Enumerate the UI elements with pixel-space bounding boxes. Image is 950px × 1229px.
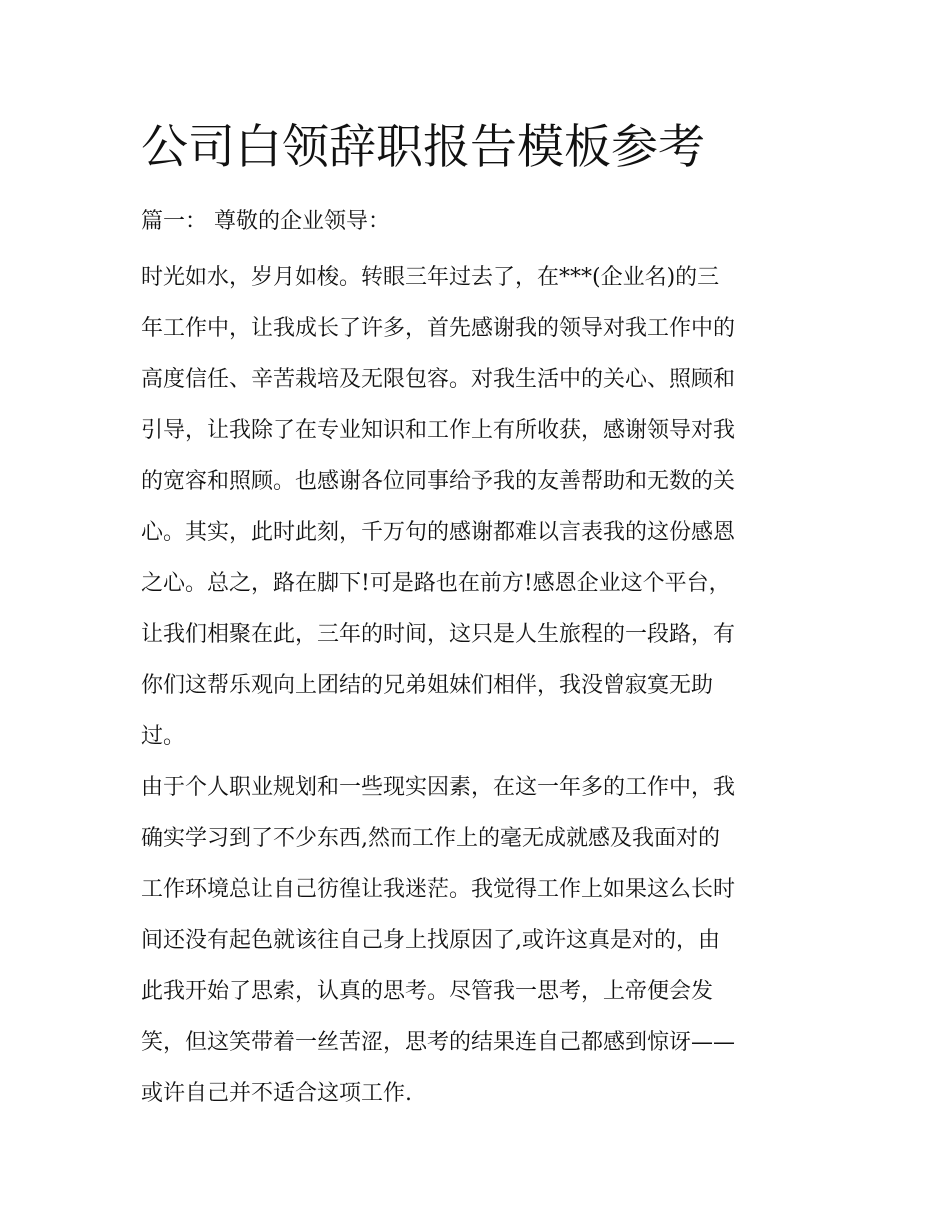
paragraph-line: 或许自己并不适合这项工作. — [141, 1081, 412, 1106]
paragraph-line: 之心。总之，路在脚下!可是路也在前方!感恩企业这个平台， — [141, 571, 731, 596]
document-page — [141, 116, 813, 1119]
salutation-heading: 篇一： 尊敬的企业领导： — [141, 209, 390, 234]
document-title: 公司白领辞职报告模板参考 — [141, 120, 705, 175]
paragraph-line: 高度信任、辛苦栽培及无限包容。对我生活中的关心、照顾和 — [141, 367, 736, 392]
paragraph-line: 时光如水，岁月如梭。转眼三年过去了，在***(企业名)的三 — [141, 265, 720, 290]
paragraph-line: 确实学习到了不少东西,然而工作上的毫无成就感及我面对的 — [141, 826, 720, 851]
paragraph-line: 由于个人职业规划和一些现实因素，在这一年多的工作中，我 — [141, 775, 736, 800]
paragraph-line: 年工作中，让我成长了许多，首先感谢我的领导对我工作中的 — [141, 316, 736, 341]
paragraph-line: 间还没有起色就该往自己身上找原因了,或许这真是对的，由 — [141, 928, 720, 953]
paragraph-1 — [141, 252, 813, 762]
paragraph-line: 的宽容和照顾。也感谢各位同事给予我的友善帮助和无数的关 — [141, 469, 736, 494]
paragraph-line: 此我开始了思索，认真的思考。尽管我一思考，上帝便会发 — [141, 979, 714, 1004]
paragraph-line: 引导，让我除了在专业知识和工作上有所收获，感谢领导对我 — [141, 418, 736, 443]
paragraph-line: 心。其实，此时此刻，千万句的感谢都难以言表我的这份感恩 — [141, 520, 736, 545]
paragraph-line: 笑，但这笑带着一丝苦涩，思考的结果连自己都感到惊讶—— — [141, 1030, 736, 1055]
paragraph-line: 让我们相聚在此，三年的时间，这只是人生旅程的一段路，有 — [141, 622, 736, 647]
paragraph-line: 工作环境总让自己彷徨让我迷茫。我觉得工作上如果这么长时 — [141, 877, 736, 902]
paragraph-line: 过。 — [141, 724, 186, 749]
paragraph-line: 你们这帮乐观向上团结的兄弟姐妹们相伴，我没曾寂寞无助 — [141, 673, 714, 698]
paragraph-2 — [141, 762, 813, 1119]
